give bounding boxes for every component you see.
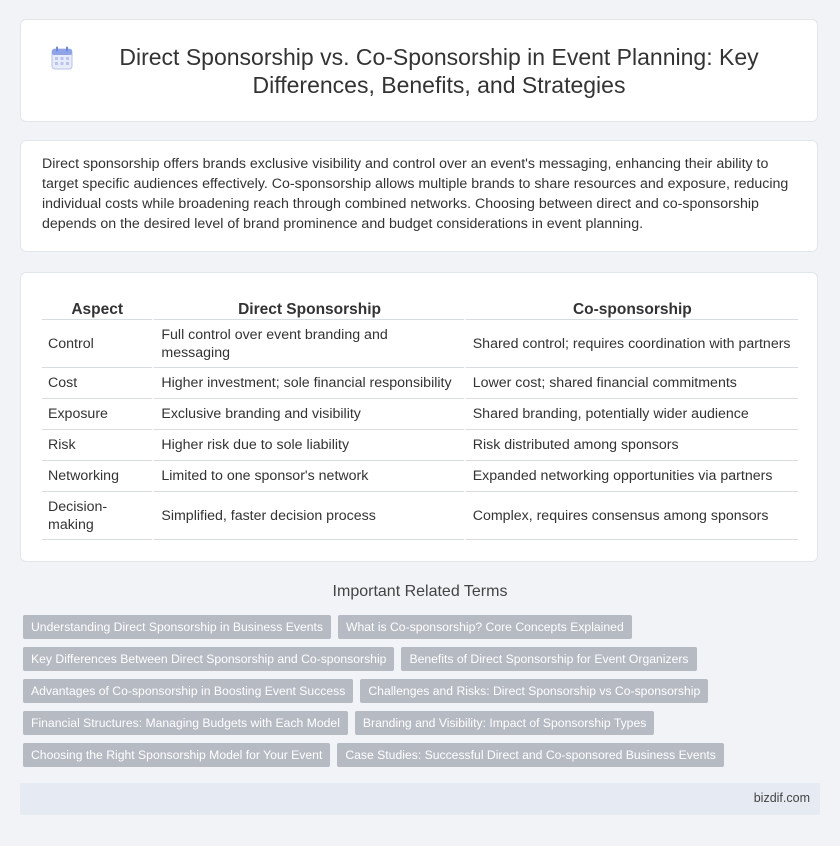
- header-card: [20, 19, 818, 122]
- column-header-aspect: Aspect: [42, 295, 152, 320]
- tag-row: [23, 711, 823, 735]
- table-row: [42, 430, 798, 461]
- table-cell-direct: Higher risk due to sole liability: [152, 430, 463, 461]
- related-terms-list: [23, 615, 823, 775]
- table-cell-aspect: Networking: [42, 461, 152, 492]
- table-cell-co: Complex, requires consensus among sponsors: [464, 492, 798, 540]
- related-term-link[interactable]: Choosing the Right Sponsorship Model for Your Event: [23, 743, 330, 767]
- related-term-link[interactable]: Advantages of Co-sponsorship in Boosting Event Success: [23, 679, 353, 703]
- table-cell-direct: Limited to one sponsor's network: [152, 461, 463, 492]
- comparison-table-card: [20, 272, 818, 562]
- column-header-co: Co-sponsorship: [464, 295, 798, 320]
- column-header-direct: Direct Sponsorship: [152, 295, 463, 320]
- page-title: Direct Sponsorship vs. Co-Sponsorship in Event Planning: Key Differences, Benefits, and Strategies: [119, 43, 759, 98]
- site-name[interactable]: bizdif.com: [753, 791, 810, 805]
- table-cell-co: Expanded networking opportunities via partners: [464, 461, 798, 492]
- related-term-link[interactable]: Financial Structures: Managing Budgets with Each Model: [23, 711, 348, 735]
- table-cell-direct: Full control over event branding and messaging: [152, 320, 463, 368]
- tag-row: [23, 679, 823, 703]
- footer-bar: [20, 783, 820, 815]
- table-row: [42, 492, 798, 540]
- tag-row: [23, 615, 823, 639]
- table-cell-aspect: Decision-making: [42, 492, 152, 540]
- related-term-link[interactable]: Key Differences Between Direct Sponsorship and Co-sponsorship: [23, 647, 394, 671]
- tag-row: [23, 647, 823, 671]
- table-cell-co: Lower cost; shared financial commitments: [464, 368, 798, 399]
- table-row: [42, 368, 798, 399]
- related-term-link[interactable]: Understanding Direct Sponsorship in Business Events: [23, 615, 331, 639]
- related-term-link[interactable]: Challenges and Risks: Direct Sponsorship vs Co-sponsorship: [360, 679, 708, 703]
- table-cell-co: Risk distributed among sponsors: [464, 430, 798, 461]
- related-term-link[interactable]: Case Studies: Successful Direct and Co-sponsored Business Events: [337, 743, 724, 767]
- table-cell-direct: Simplified, faster decision process: [152, 492, 463, 540]
- table-header-row: [42, 295, 798, 320]
- table-cell-co: Shared branding, potentially wider audience: [464, 399, 798, 430]
- table-cell-co: Shared control; requires coordination with partners: [464, 320, 798, 368]
- table-cell-direct: Exclusive branding and visibility: [152, 399, 463, 430]
- related-terms-title: Important Related Terms: [332, 583, 508, 600]
- related-term-link[interactable]: Branding and Visibility: Impact of Sponsorship Types: [355, 711, 654, 735]
- related-term-link[interactable]: What is Co-sponsorship? Core Concepts Explained: [338, 615, 632, 639]
- comparison-table: [42, 295, 798, 540]
- table-cell-aspect: Cost: [42, 368, 152, 399]
- table-row: [42, 461, 798, 492]
- table-cell-direct: Higher investment; sole financial responsibility: [152, 368, 463, 399]
- intro-text: Direct sponsorship offers brands exclusive visibility and control over an event's messaging, enhancing their ability to target specific audiences effectively. Co-sponsorship allows multiple brands to share resources and exposure, reducing individual costs while broadening reach through combined networks. Choosing between direct and co-sponsorship depends on the desired level of brand prominence and budget considerations in event planning.: [42, 156, 789, 232]
- intro-card: [20, 140, 818, 252]
- table-cell-aspect: Control: [42, 320, 152, 368]
- table-row: [42, 320, 798, 368]
- table-row: [42, 399, 798, 430]
- table-cell-aspect: Exposure: [42, 399, 152, 430]
- tag-row: [23, 743, 823, 767]
- related-term-link[interactable]: Benefits of Direct Sponsorship for Event Organizers: [401, 647, 696, 671]
- calendar-icon: [51, 46, 73, 70]
- table-cell-aspect: Risk: [42, 430, 152, 461]
